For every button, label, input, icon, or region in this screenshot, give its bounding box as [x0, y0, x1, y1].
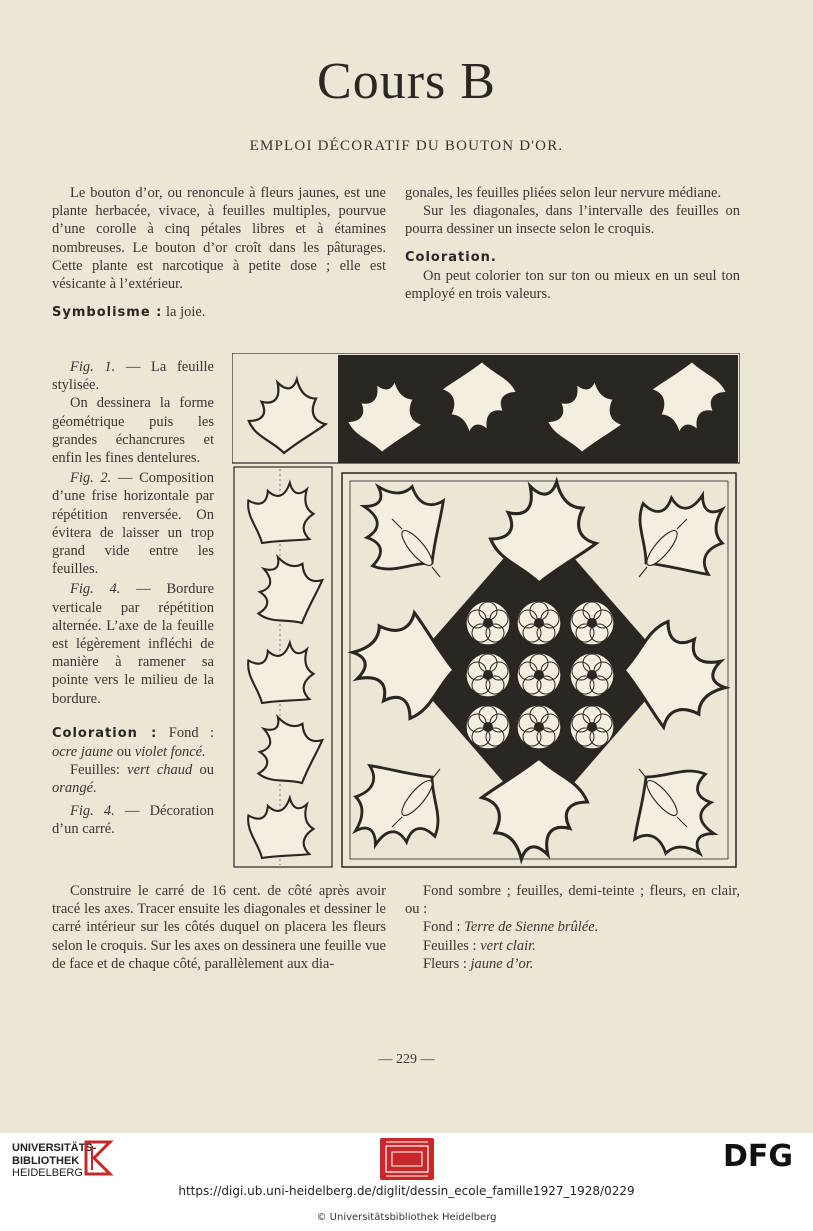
- fond-label: Fond :: [423, 919, 465, 936]
- symbolisme-line: [52, 303, 386, 322]
- intro-left-column: [52, 184, 386, 322]
- intro-right-column: [405, 184, 740, 303]
- feuilles-line-label: Feuilles :: [423, 937, 481, 954]
- right-paragraph-2: Sur les diagonales, dans l’intervalle des feuilles on pourra dessiner un insecte selon le croquis.: [405, 203, 740, 238]
- fleurs-label: Fleurs :: [423, 955, 471, 972]
- permalink-url[interactable]: https://digi.ub.uni-heidelberg.de/diglit/dessin_ecole_famille1927_1928/0229: [178, 1184, 635, 1198]
- fig3-text: — Bordure verticale par répétition alternée. L’axe de la feuille est légèrement infléchi de manière à ramener sa pointe vers le milieu de la bordure.: [52, 581, 214, 707]
- fleurs-line: [405, 955, 740, 973]
- fig1-caption: [52, 358, 214, 394]
- color-ocre: ocre jaune: [52, 744, 114, 761]
- frieze-fig2: [232, 353, 740, 463]
- vertical-border-fig3: [233, 467, 335, 873]
- sidebar-coloration-fond: Fond :: [157, 724, 215, 741]
- fig1-text: — La feuille stylisée.: [52, 359, 214, 394]
- color-violet: violet foncé.: [134, 744, 206, 761]
- feuilles-color-a: vert chaud: [127, 762, 193, 779]
- fig3-caption: [52, 580, 214, 707]
- fig2-text: — Composition d’une frise horizontale par répétition renversée. On évitera de laisser un trop grand vide entre les feuilles.: [52, 470, 214, 578]
- sidebar-coloration: [52, 724, 214, 761]
- feuilles-ou: ou: [199, 762, 214, 779]
- flower-2: [517, 601, 561, 645]
- dfg-logo[interactable]: DFG: [723, 1139, 794, 1174]
- construction-paragraph: Construire le carré de 16 cent. de côté après avoir tracé les axes. Tracer ensuite les diagonales et dessiner le carré intérieur sur les côtés duquel on placera les fleurs selon le croquis. Sur les axes on dessinera une feuille vue de face et de chaque côté, parallèlement aux dia-: [52, 883, 386, 972]
- intro-paragraph: Le bouton d’or, ou renoncule à fleurs jaunes, est une plante herbacée, vivace, à feuilles multiples, pourvue d’une corolle à cinq pétales libres et à étamines nombreuses. Le bouton d’or croît dans les pâturages. Cette plante est narcotique à petite dose ; elle est vésicante à l’extérieur.: [52, 185, 386, 293]
- fig4-label: Fig. 4.: [70, 802, 115, 819]
- sidebar-coloration-label: Coloration :: [52, 725, 158, 741]
- library-line-1: UNIVERSITÄTS-: [12, 1142, 97, 1154]
- fig3-label: Fig. 4.: [70, 581, 121, 598]
- fig4-caption: [52, 802, 214, 838]
- sidebar-feuilles: [52, 761, 214, 797]
- feuilles-label: Feuilles:: [70, 762, 128, 779]
- bottom-left-column: [52, 882, 386, 973]
- feuilles-line-value: vert clair.: [480, 937, 536, 954]
- figure-captions-column: [52, 358, 214, 838]
- flower-7: [466, 705, 510, 749]
- page-title: Cours B: [317, 53, 496, 110]
- bottom-right-column: [405, 882, 740, 973]
- coloration-heading: Coloration.: [405, 249, 497, 265]
- library-line-2: BIBLIOTHEK: [12, 1154, 80, 1167]
- square-decoration-fig4: [330, 461, 740, 873]
- color-ou: ou: [113, 744, 135, 761]
- fond-line: [405, 918, 740, 936]
- fig1-paragraph: On dessinera la forme géométrique puis les grandes échancrures et enfin les fines dentelures.: [52, 395, 214, 467]
- fig4-text: — Décoration d’un carré.: [52, 802, 215, 837]
- library-line-3: HEIDELBERG: [12, 1167, 83, 1179]
- flower-5: [517, 653, 561, 697]
- feuilles-color-b: orangé.: [52, 780, 97, 797]
- library-logo-icon[interactable]: [82, 1138, 114, 1176]
- fleurs-value: jaune d’or.: [470, 955, 534, 972]
- flower-1: [466, 601, 510, 645]
- page-number: — 229 —: [378, 1052, 435, 1067]
- symbolisme-label: Symbolisme :: [52, 305, 163, 321]
- fig2-label: Fig. 2.: [70, 470, 112, 487]
- flower-3: [570, 601, 614, 645]
- flower-8: [517, 705, 561, 749]
- fond-value: Terre de Sienne brûlée.: [464, 919, 599, 936]
- palette-line: Fond sombre ; feuilles, demi-teinte ; fleurs, en clair, ou :: [405, 883, 740, 918]
- copyright-notice: © Universitätsbibliothek Heidelberg: [316, 1212, 497, 1223]
- flower-6: [570, 653, 614, 697]
- partner-logo-icon[interactable]: [380, 1138, 434, 1180]
- coloration-text: On peut colorier ton sur ton ou mieux en un seul ton employé en trois valeurs.: [405, 267, 740, 303]
- right-paragraph-1: gonales, les feuilles pliées selon leur nervure médiane.: [405, 185, 722, 201]
- symbolisme-text: la joie.: [162, 304, 206, 321]
- flower-4: [466, 653, 510, 697]
- ornament-illustration: [232, 353, 740, 873]
- fig2-caption: [52, 469, 214, 578]
- flower-9: [570, 705, 614, 749]
- feuilles-line: [405, 937, 740, 955]
- fig1-label: Fig. 1.: [70, 359, 116, 375]
- page-subtitle: EMPLOI DÉCORATIF DU BOUTON D'OR.: [249, 138, 564, 154]
- partner-logo-graphic: [380, 1138, 434, 1180]
